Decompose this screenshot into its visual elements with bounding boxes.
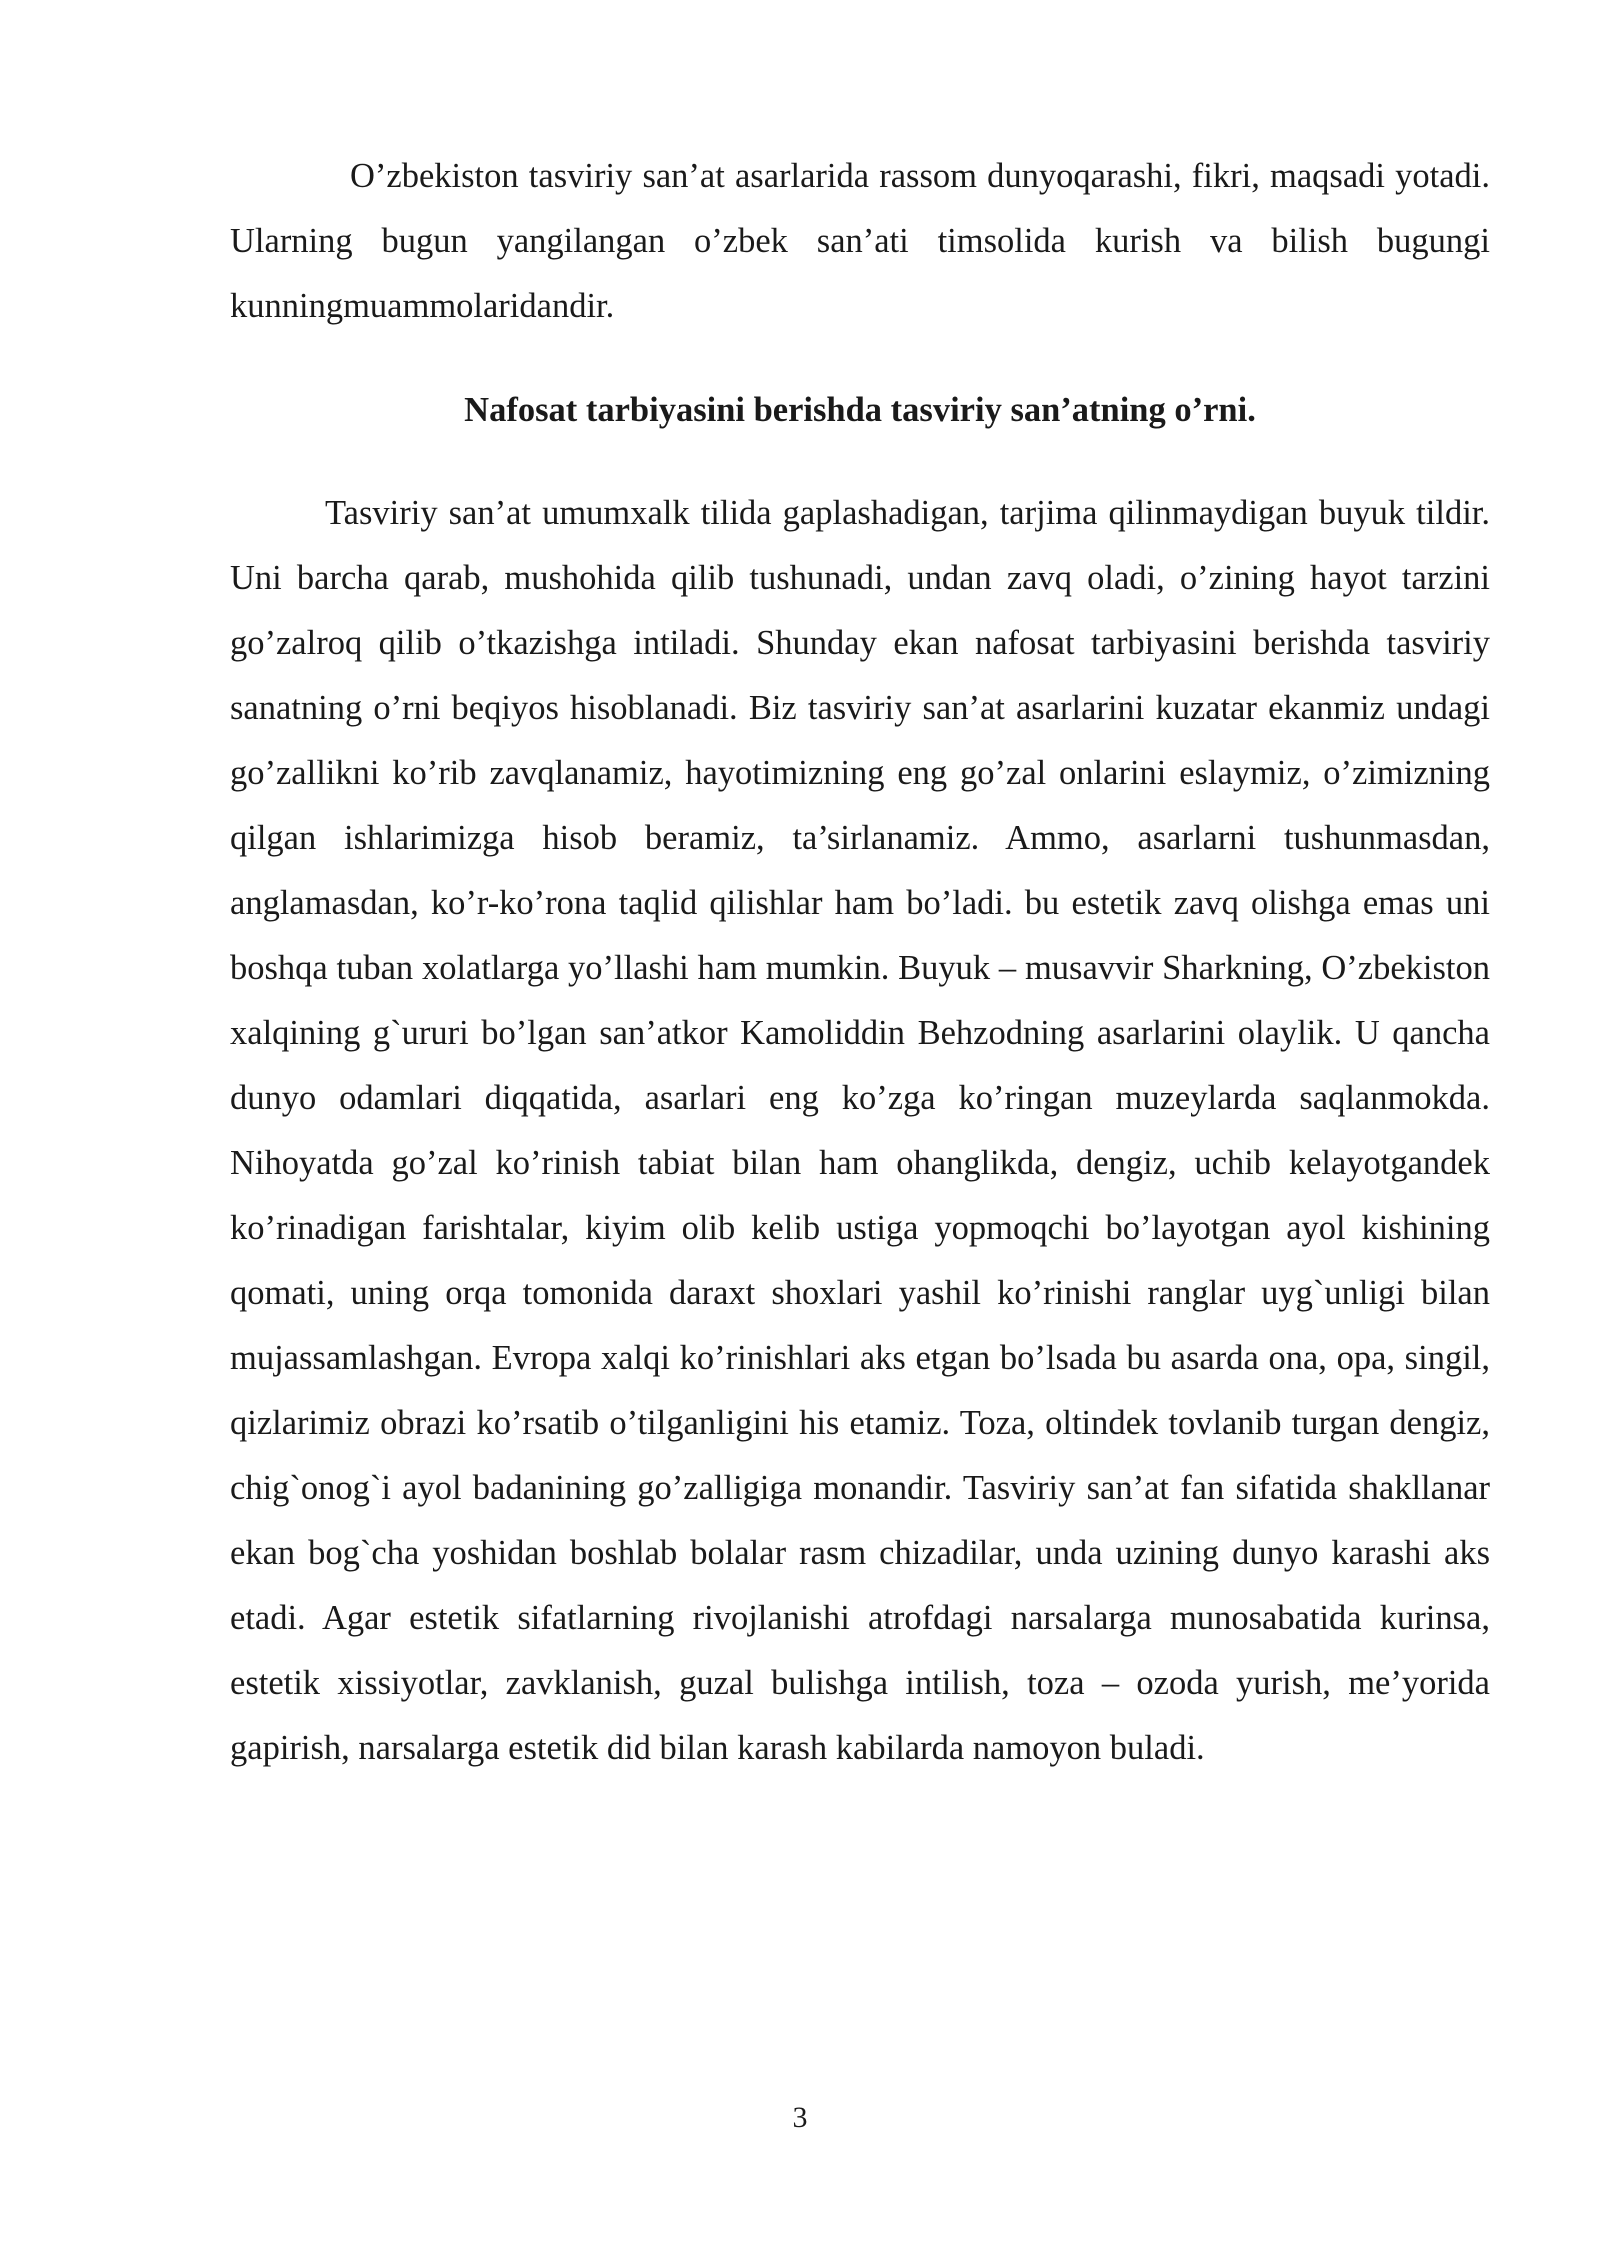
intro-paragraph: O’zbekiston tasviriy san’at asarlarida rassom dunyoqarashi, fikri, maqsadi yotadi. Ularning bugun yangilangan o’zbek san’ati timsolida kurish va bilish bugungi kunningmuammolaridandir. <box>230 157 1490 325</box>
page-number: 3 <box>792 2101 808 2134</box>
body-paragraph-block <box>230 481 1490 1781</box>
body-paragraph: Tasviriy san’at umumxalk tilida gaplashadigan, tarjima qilinmaydigan buyuk tildir. Uni barcha qarab, mushohida qilib tushunadi, undan zavq oladi, o’zining hayot tarzini go’zalroq qilib o’tkazishga intiladi. Shunday ekan nafosat tarbiyasini berishda tasviriy sanatning o’rni beqiyos hisoblanadi. Biz tasviriy san’at asarlarini kuzatar ekanmiz undagi go’zallikni ko’rib zavqlanamiz, hayotimizning eng go’zal onlarini eslaymiz, o’zimizning qilgan ishlarimizga hisob beramiz, ta’sirlanamiz. Ammo, asarlarni tushunmasdan, anglamasdan, ko’r-ko’rona taqlid qilishlar ham bo’ladi. bu estetik zavq olishga emas uni boshqa tuban xolatlarga yo’llashi ham mumkin. Buyuk – musavvir Sharkning, O’zbekiston xalqining g`ururi bo’lgan san’atkor Kamoliddin Behzodning asarlarini olaylik. U qancha dunyo odamlari diqqatida, asarlari eng ko’zga ko’ringan muzeylarda saqlanmokda. Nihoyatda go’zal ko’rinish tabiat bilan ham ohanglikda, dengiz, uchib kelayotgandek ko’rinadigan farishtalar, kiyim olib kelib ustiga yopmoqchi bo’layotgan ayol kishining qomati, uning orqa tomonida daraxt shoxlari yashil ko’rinishi ranglar uyg`unligi bilan mujassamlashgan. Evropa xalqi ko’rinishlari aks etgan bo’lsada bu asarda ona, opa, singil, qizlarimiz obrazi ko’rsatib o’tilganligini his etamiz. Toza, oltindek tovlanib turgan dengiz, chig`onog`i ayol badanining go’zalligiga monandir. Tasviriy san’at fan sifatida shakllanar ekan bog`cha yoshidan boshlab bolalar rasm chizadilar, unda uzining dunyo karashi aks etadi. Agar estetik sifatlarning rivojlanishi atrofdagi narsalarga munosabatida kurinsa, estetik xissiyotlar, zavklanish, guzal bulishga intilish, toza – ozoda yurish, me’yorida gapirish, narsalarga estetik did bilan karash kabilarda namoyon buladi. <box>230 494 1490 1767</box>
intro-paragraph-block <box>230 144 1490 339</box>
section-heading: Nafosat tarbiyasini berishda tasviriy san’atning o’rni. <box>464 391 1256 429</box>
